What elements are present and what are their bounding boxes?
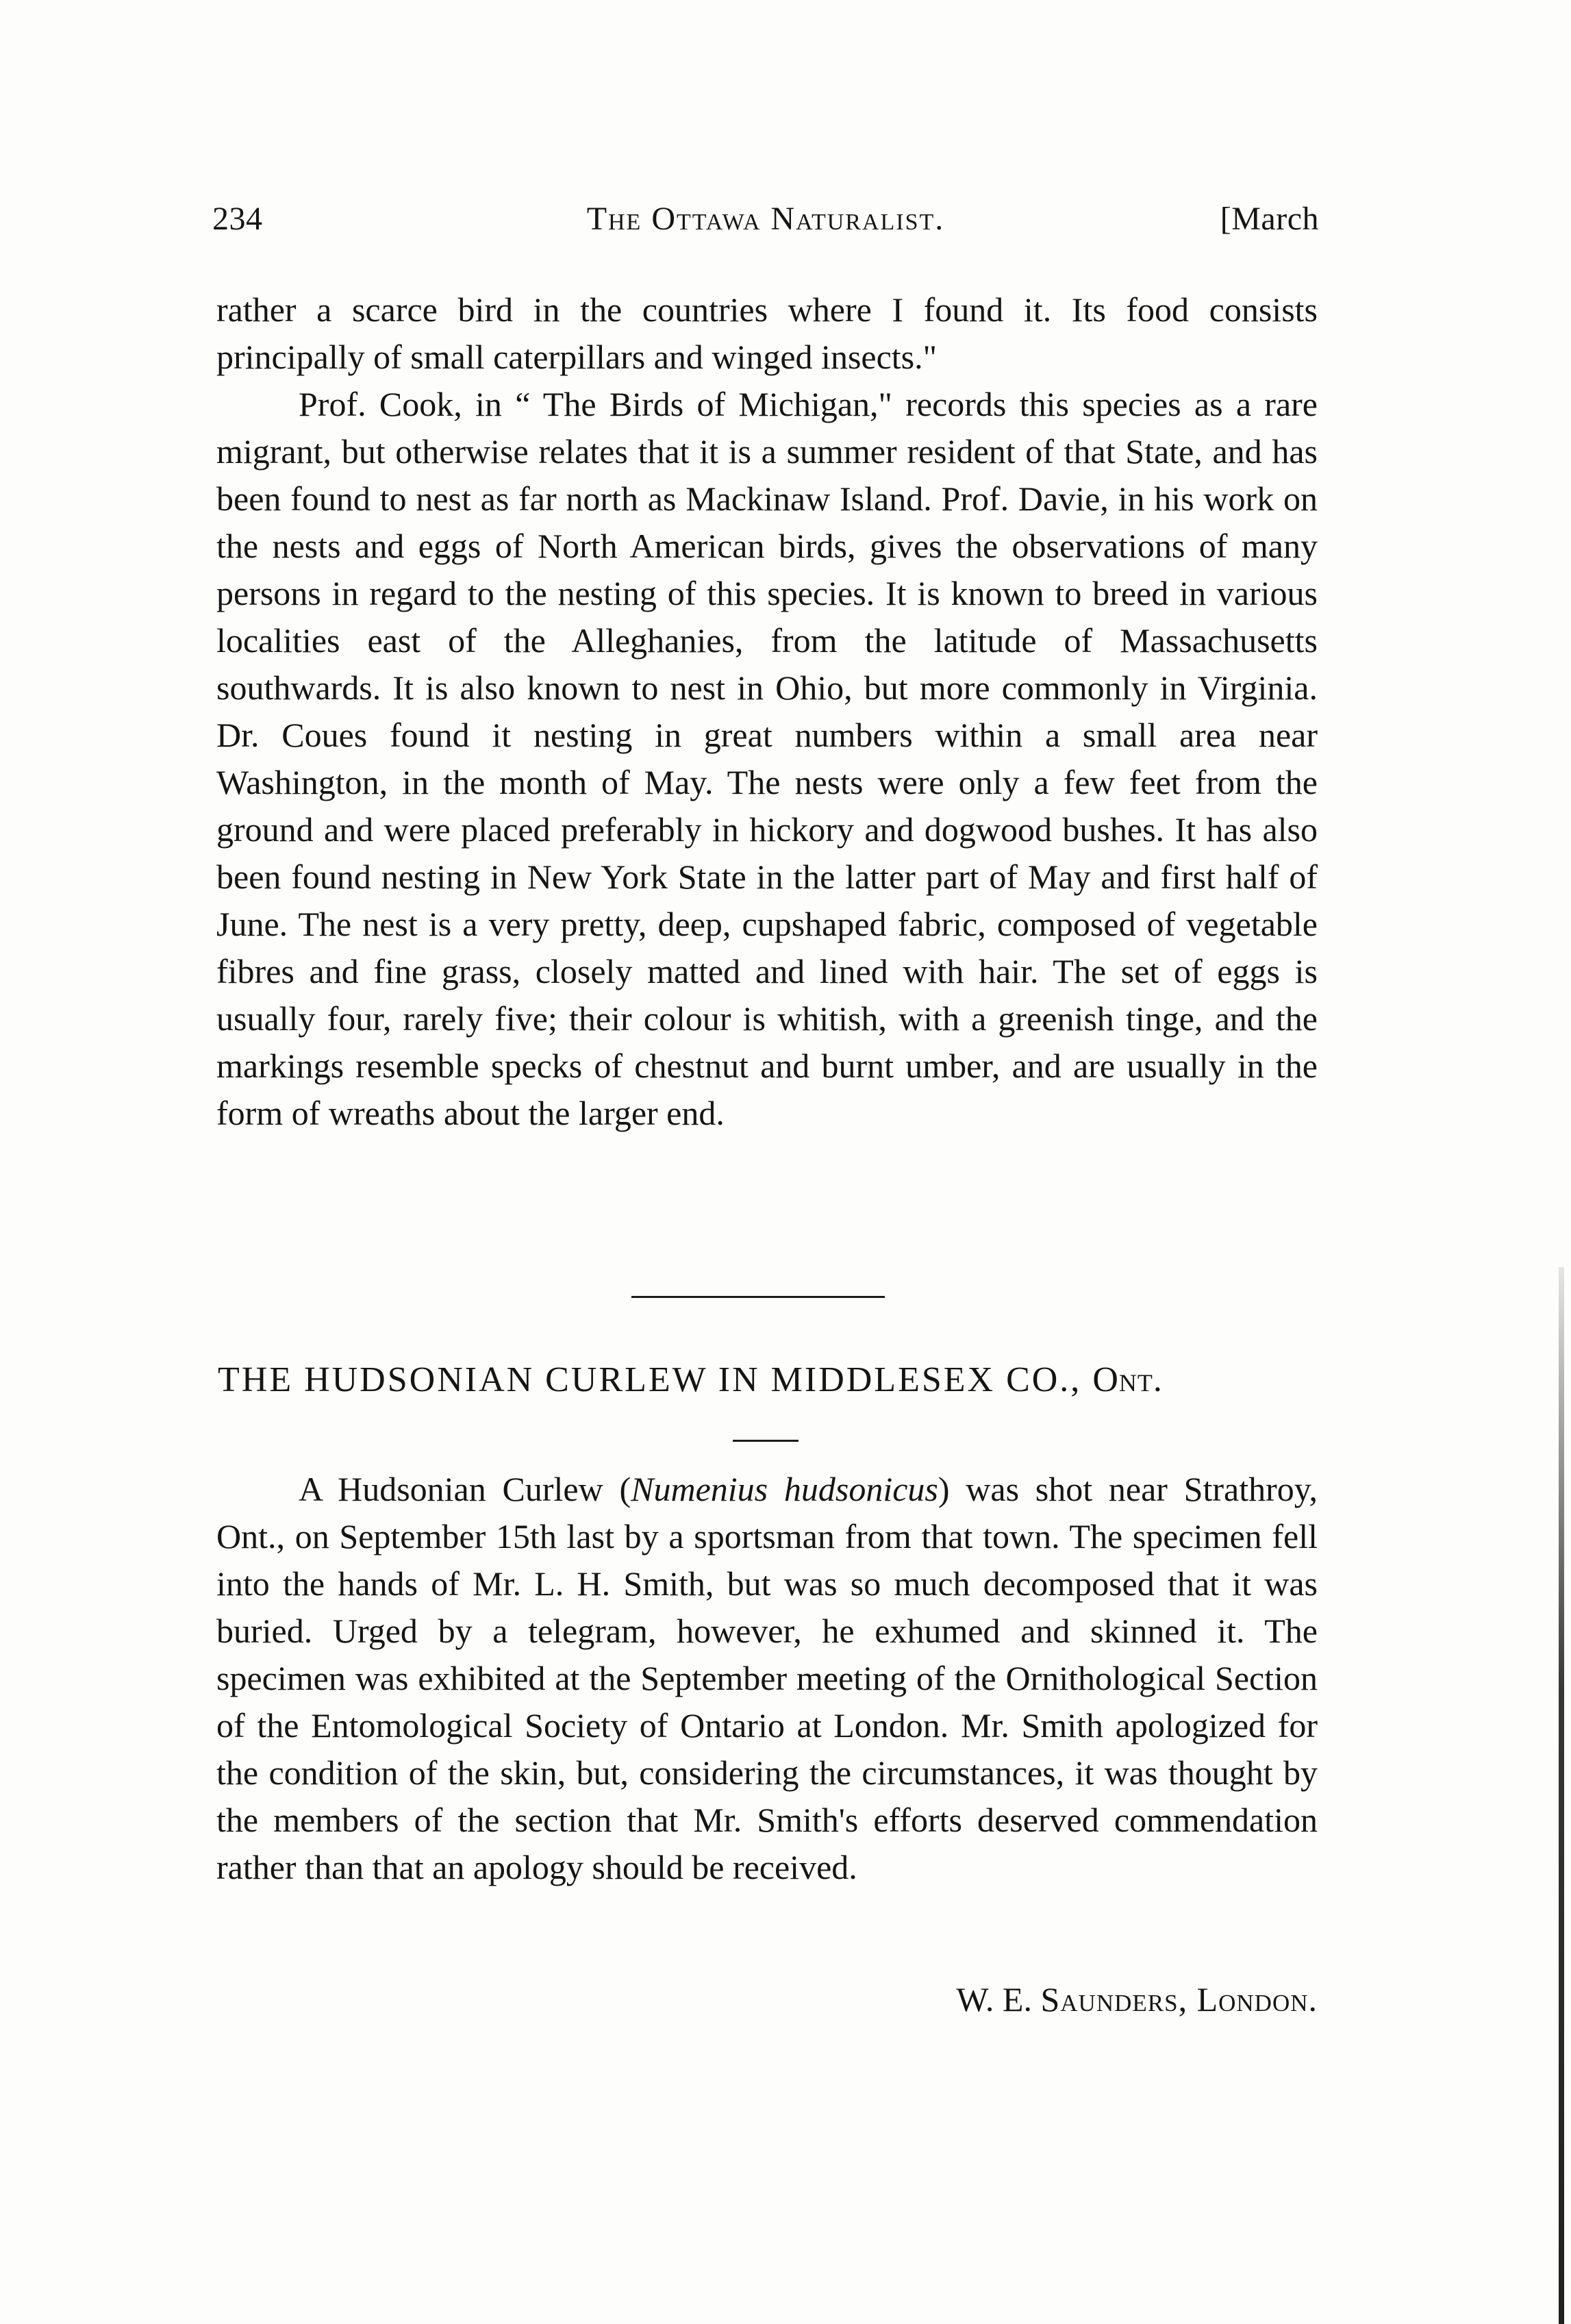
paragraph [216, 1466, 1318, 1891]
running-head [212, 200, 1319, 241]
issue-month: [March [1220, 201, 1319, 237]
paragraph: Prof. Cook, in “ The Birds of Michigan," records this species as a rare migrant, but otherwise relates that it is a summer resident of that State, and has been found to nest as far north as Mackinaw Island. Prof. Davie, in his work on the nests and eggs of North American birds, gives the observations of many persons in regard to the nesting of this species. It is known to breed in various localities east of the Alleghanies, from the latitude of Massachusetts southwards. It is also known to nest in Ohio, but more commonly in Virginia. Dr. Coues found it nesting in great numbers within a small area near Washington, in the month of May. The nests were only a few feet from the ground and were placed preferably in hickory and dogwood bushes. It has also been found nesting in New York State in the latter part of May and first half of June. The nest is a very pretty, deep, cupshaped fabric, composed of vegetable fibres and fine grass, closely matted and lined with hair. The set of eggs is usually four, rarely five; their colour is whitish, with a greenish tinge, and the markings resemble specks of chestnut and burnt umber, and are usually in the form of wreaths about the larger end. [216, 385, 1318, 1132]
section-divider [631, 1296, 885, 1298]
section-heading [218, 1360, 1318, 1400]
author-signature [956, 1976, 1318, 2023]
journal-title: The Ottawa Naturalist. [586, 201, 945, 237]
paragraph-body: ) was shot near Strathroy, Ont., on September 15th last by a sportsman from that town. The specimen fell into the hands of Mr. L. H. Smith, but was so much decomposed that it was buried. Urged by a telegram, however, he exhumed and skinned it. The specimen was exhibited at the September meeting of the Ornithological Section of the Entomological Society of Ontario at London. Mr. Smith apologized for the condition of the skin, but, considering the circumstances, it was thought by the members of the section that Mr. Smith's efforts deserved commendation rather than that an apology should be received. [216, 1470, 1318, 1886]
species-name: Numenius hudsonicus [631, 1470, 938, 1508]
paragraph: rather a scarce bird in the countries where I found it. Its food consists principally of small caterpillars and winged insects." [216, 290, 1318, 376]
section-heading-province: Ont. [1092, 1360, 1163, 1399]
curlew-article [216, 1466, 1318, 1891]
heading-divider [733, 1440, 799, 1442]
page-number: 234 [212, 201, 263, 237]
scan-edge-shadow [1559, 1267, 1564, 2324]
paragraph-intro: A Hudsonian Curlew ( [299, 1470, 631, 1508]
article-continuation [216, 286, 1318, 1137]
signature-initials: W. E. [956, 1980, 1032, 2019]
section-heading-text: THE HUDSONIAN CURLEW IN MIDDLESEX CO., [218, 1360, 1082, 1399]
signature-name: Saunders, London. [1040, 1980, 1318, 2019]
